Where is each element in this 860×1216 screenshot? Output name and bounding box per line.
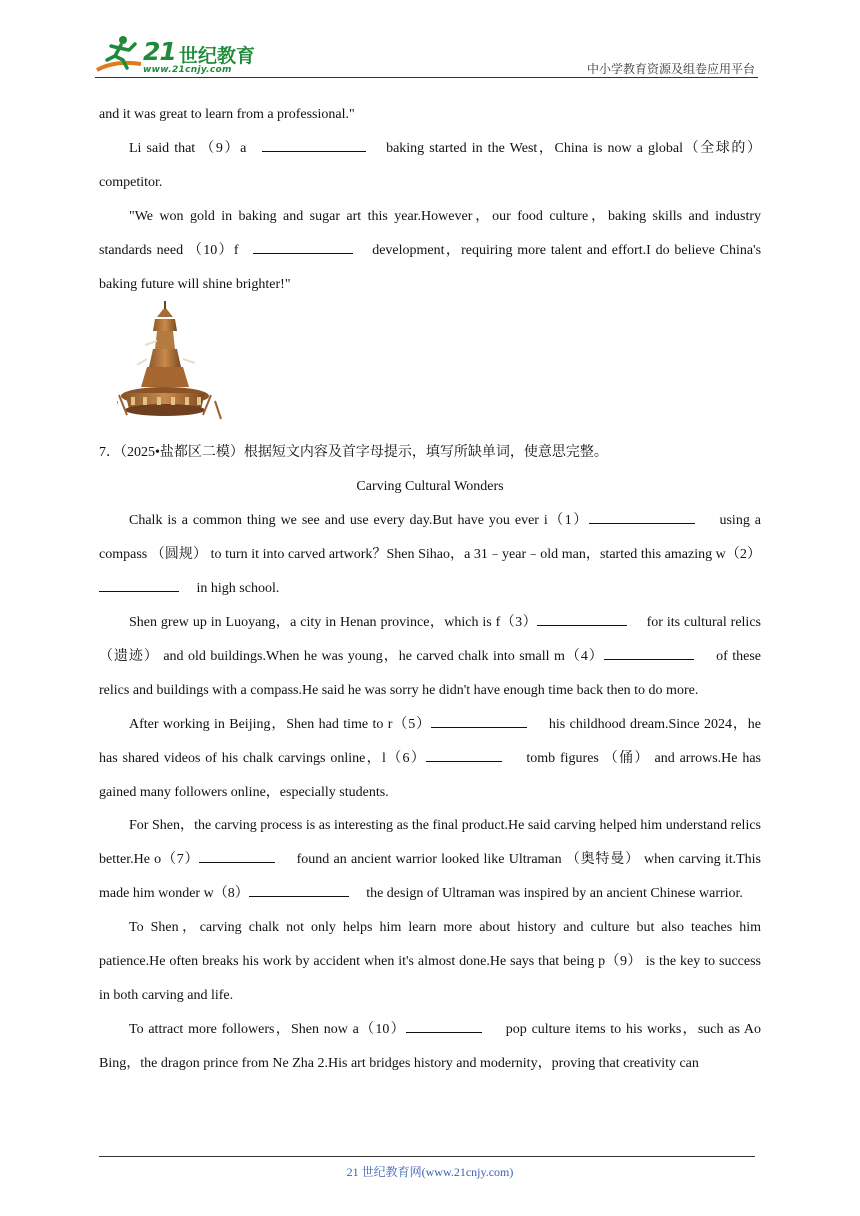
logo-url: www.21cnjy.com [143,65,232,75]
passage-paragraph: To Shen，carving chalk not only helps him learn more about history and culture but also teaches him patience.He often breaks his work by accident when it's almost done.He says that being p（9） is the key to success in both carving and life. [99,920,761,1003]
passage-line: and it was great to learn from a professional." [99,107,355,122]
sugar-art-tower-image [99,301,761,436]
text-run: Shen grew up in Luoyang，a city in Henan province，which is f（3） [129,614,537,630]
answer-blank-6[interactable] [426,744,502,762]
text-run: baking started in the West，China is now a global（全球的）competitor. [99,140,762,190]
document-body [99,98,761,1081]
question-7-header: 7．（2025•盐都区二模）根据短文内容及首字母提示，填写所缺单词，使意思完整。 [99,445,608,461]
logo-chinese-text: 世纪教育 [179,45,256,67]
text-run: in high school. [196,581,280,597]
text-run: using a compass （圆规） to turn it into carved artwork？Shen Sihao，a 31﹣year﹣old man，started this amazing w（2） [99,513,761,563]
text-run: Li said that （9）a [129,140,247,156]
answer-blank-10[interactable] [406,1015,482,1033]
answer-blank-3[interactable] [537,608,627,626]
text-run: For Shen，the carving process is as interesting as the final product.He said carving helped him understand relics better.He o（7） [99,818,761,868]
text-run: To attract more followers，Shen now a（10） [129,1021,406,1037]
text-run: his childhood dream.Since 2024，he has shared videos of his chalk carvings online，l（6） [99,716,761,766]
answer-blank-7[interactable] [199,845,275,863]
answer-blank-5[interactable] [431,710,527,728]
text-run: for its cultural relics （遗迹） and old buildings.When he was young，he carved chalk into small m（4） [99,614,761,664]
answer-blank-2[interactable] [99,574,179,592]
text-run: Chalk is a common thing we see and use every day.But have you ever i（1） [129,513,589,529]
passage-paragraph [99,504,761,606]
answer-blank-1[interactable] [589,506,695,524]
answer-blank-4[interactable] [604,642,694,660]
passage-paragraph [99,809,761,911]
answer-blank[interactable] [253,236,353,254]
text-run: tomb figures （俑） and arrows.He has gained many followers online，especially students. [99,750,762,800]
text-run: found an ancient warrior looked like Ultraman （奥特曼） when carving it.This made him wonder w（8） [99,852,761,902]
passage-paragraph [99,708,761,810]
passage-paragraph [99,606,761,708]
passage-paragraph [99,132,761,200]
site-logo [95,34,260,76]
header-divider [95,77,758,78]
passage-paragraph [99,200,761,302]
header-platform-text: 中小学教育资源及组卷应用平台 [586,62,755,76]
logo-number: 21 [143,37,176,66]
text-run: the design of Ultraman was inspired by an ancient Chinese warrior. [366,886,743,902]
tower-sculpture-icon [117,301,227,433]
passage-title: Carving Cultural Wonders [356,479,504,495]
runner-icon [95,34,143,76]
answer-blank-8[interactable] [249,879,349,897]
text-run: After working in Beijing，Shen had time to r（5） [129,716,431,732]
text-run: of these relics and buildings with a compass.He said he was sorry he didn't have enough time back then to do more. [99,648,762,698]
page-header [95,30,758,78]
footer-divider [99,1156,755,1157]
text-run: pop culture items to his works，such as Ao Bing，the dragon prince from Ne Zha 2.His art bridges history and modernity，proving that creativity can [99,1021,762,1071]
text-run: development，requiring more talent and effort.I do believe China's baking future will shine brighter!" [99,242,762,292]
passage-paragraph [99,1013,761,1081]
page-footer: 21 世纪教育网(www.21cnjy.com) [346,1165,514,1179]
answer-blank[interactable] [262,134,366,152]
text-run: "We won gold in baking and sugar art this year.However，our food culture，baking skills and industry standards need （10）f [99,208,761,258]
